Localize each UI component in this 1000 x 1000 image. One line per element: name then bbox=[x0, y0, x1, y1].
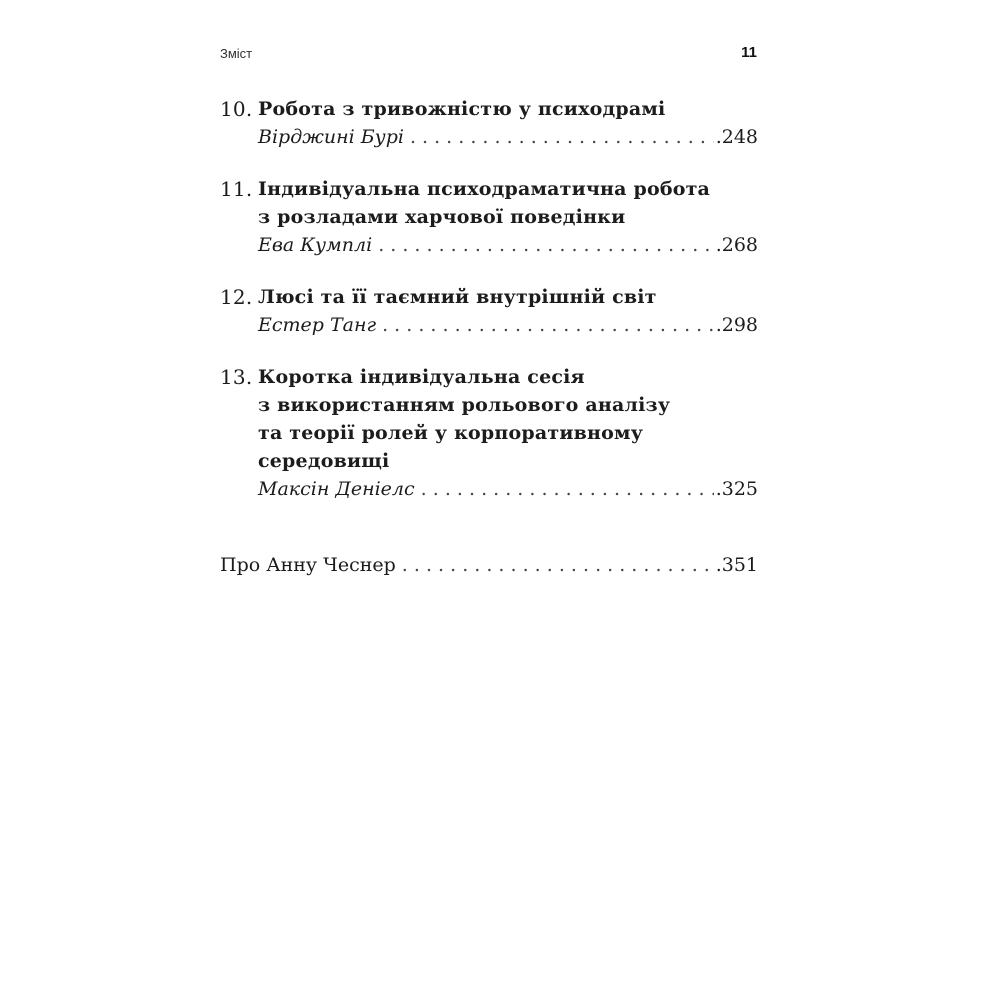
toc-entry-author-line bbox=[220, 311, 758, 339]
toc-entry-11 bbox=[220, 175, 758, 259]
toc-entry-title bbox=[220, 283, 758, 311]
toc-entry-author: Естер Танг bbox=[258, 314, 377, 336]
dot-leader bbox=[378, 231, 714, 259]
toc-entry-title-line: Індивідуальна психодраматична робота bbox=[258, 178, 711, 200]
page-number: 11 bbox=[741, 44, 757, 61]
toc-entry-title-line: Люсі та її таємний внутрішній світ bbox=[258, 286, 657, 308]
toc-entry-title bbox=[220, 175, 758, 203]
toc-entry-number: 11. bbox=[220, 177, 253, 201]
toc-about-line bbox=[220, 551, 758, 579]
toc-entry-title bbox=[220, 447, 758, 475]
dot-leader bbox=[382, 311, 714, 339]
toc-about-page: .351 bbox=[715, 554, 758, 576]
toc-entry-title-line: середовищі bbox=[258, 450, 390, 472]
toc-entry-title-line: Коротка індивідуальна сесія bbox=[258, 366, 585, 388]
toc-entry-number: 12. bbox=[220, 285, 253, 309]
toc-entry-title-line: з використанням рольового аналізу bbox=[258, 394, 671, 416]
toc-entry-title bbox=[220, 391, 758, 419]
toc-entry-13 bbox=[220, 363, 758, 503]
toc-entry-title-line: Робота з тривожністю у психодрамі bbox=[258, 98, 666, 120]
dot-leader bbox=[421, 475, 714, 503]
toc-entry-page: .325 bbox=[715, 478, 758, 500]
toc-entry-author: Ева Кумплі bbox=[258, 234, 373, 256]
toc-entry-number: 10. bbox=[220, 97, 253, 121]
toc-entry-title bbox=[220, 95, 758, 123]
running-header-section: Зміст bbox=[220, 46, 253, 61]
toc-entry-page: .248 bbox=[715, 126, 758, 148]
toc-entry-title bbox=[220, 363, 758, 391]
dot-leader bbox=[402, 551, 714, 579]
toc-entry-author-line bbox=[220, 231, 758, 259]
toc-entry-author: Вірджині Бурі bbox=[258, 126, 404, 148]
toc-entry-title bbox=[220, 419, 758, 447]
toc-entry-title-line: та теорії ролей у корпоративному bbox=[258, 422, 644, 444]
toc-entry-title-line: з розладами харчової поведінки bbox=[258, 206, 626, 228]
dot-leader bbox=[410, 123, 714, 151]
toc-entry-10 bbox=[220, 95, 758, 151]
toc-entry-page: .298 bbox=[715, 314, 758, 336]
toc-entry-about bbox=[220, 551, 758, 579]
toc-entry-author-line bbox=[220, 123, 758, 151]
toc-about-label: Про Анну Чеснер bbox=[220, 554, 396, 576]
toc-entry-number: 13. bbox=[220, 365, 253, 389]
toc-entry-title bbox=[220, 203, 758, 231]
toc-entry-12 bbox=[220, 283, 758, 339]
toc-entry-page: .268 bbox=[715, 234, 758, 256]
toc-entry-author: Максін Деніелс bbox=[258, 478, 415, 500]
toc-entry-author-line bbox=[220, 475, 758, 503]
